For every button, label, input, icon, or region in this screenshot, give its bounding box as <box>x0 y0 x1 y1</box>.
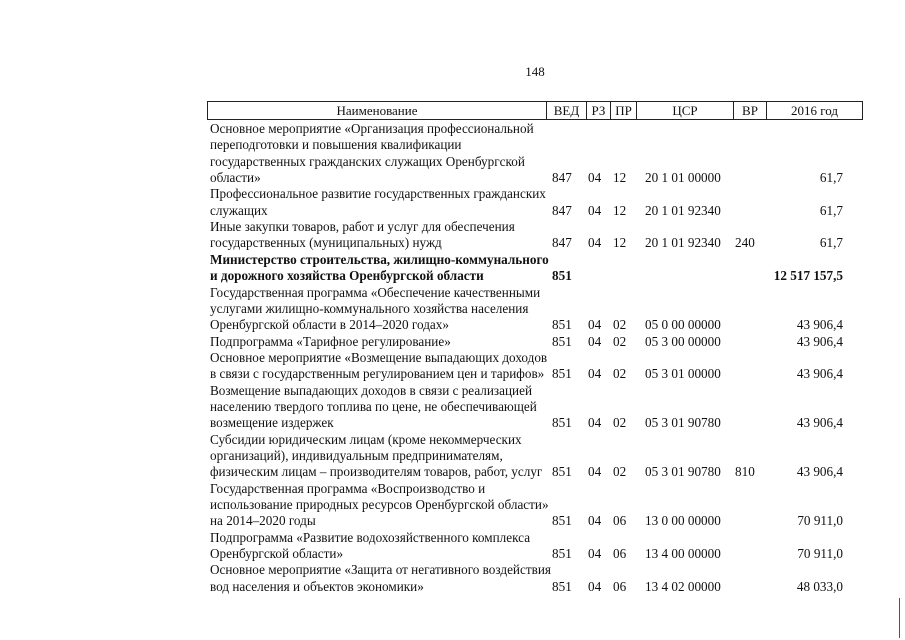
csr-cell: 05 3 00 00000 <box>645 333 721 349</box>
vr-cell <box>735 415 757 431</box>
row-text-line: государственных гражданских служащих Оренбургской <box>210 153 525 169</box>
csr-cell: 20 1 01 92340 <box>645 202 721 218</box>
row-text-line: Иные закупки товаров, работ и услуг для обеспечения <box>210 219 515 235</box>
rz-cell: 04 <box>588 578 602 594</box>
row-text-line: Министерство строительства, жилищно-коммунального <box>210 251 549 267</box>
rz-cell: 04 <box>588 235 602 251</box>
rz-cell <box>588 268 606 284</box>
csr-cell: 20 1 01 92340 <box>645 235 721 251</box>
header-ved: ВЕД <box>547 102 587 119</box>
pr-cell: 02 <box>613 415 627 431</box>
row-text-line: государственных (муниципальных) нужд <box>210 235 442 251</box>
vr-cell <box>735 317 757 333</box>
row-text-line: возмещение издержек <box>210 415 334 431</box>
csr-cell: 05 3 01 00000 <box>645 366 721 382</box>
amount-cell: 43 906,4 <box>796 317 843 333</box>
vr-cell: 810 <box>735 464 755 480</box>
amount-cell: 48 033,0 <box>796 578 843 594</box>
row-text-line: переподготовки и повышения квалификации <box>210 137 462 153</box>
ved-cell: 847 <box>552 202 572 218</box>
amount-cell: 61,7 <box>819 202 843 218</box>
csr-cell: 20 1 01 00000 <box>645 170 721 186</box>
ved-cell: 851 <box>552 317 572 333</box>
pr-cell: 02 <box>613 317 627 333</box>
amount-cell: 43 906,4 <box>796 333 843 349</box>
row-text-line: Оренбургской области» <box>210 546 344 562</box>
vr-cell: 240 <box>735 235 755 251</box>
row-text-line: услугами жилищно-коммунального хозяйства населения <box>210 300 529 316</box>
header-rz: РЗ <box>587 102 611 119</box>
row-text-line: Основное мероприятие «Защита от негативного воздействия <box>210 562 551 578</box>
pr-cell: 06 <box>613 546 627 562</box>
row-text-line: физическим лицам – производителям товаров, работ, услуг <box>210 464 543 480</box>
ved-cell: 851 <box>552 366 572 382</box>
header-vr: ВР <box>734 102 767 119</box>
ved-cell: 847 <box>552 170 572 186</box>
header-csr: ЦСР <box>637 102 734 119</box>
ved-cell: 851 <box>552 578 572 594</box>
amount-cell: 70 911,0 <box>797 546 843 562</box>
vr-cell <box>735 268 757 284</box>
header-pr: ПР <box>611 102 637 119</box>
ved-cell: 851 <box>552 546 572 562</box>
row-text-line: Возмещение выпадающих доходов в связи с реализацией <box>210 382 533 398</box>
pr-cell: 02 <box>613 366 627 382</box>
amount-cell: 43 906,4 <box>796 366 843 382</box>
row-text-line: Оренбургской области в 2014–2020 годах» <box>210 317 449 333</box>
pr-cell: 12 <box>613 235 627 251</box>
page-number: 148 <box>525 64 545 79</box>
amount-cell: 61,7 <box>819 170 843 186</box>
pr-cell: 02 <box>613 333 627 349</box>
vr-cell <box>735 203 757 219</box>
row-text-line: в связи с государственным регулированием цен и тарифов» <box>210 366 545 382</box>
row-text-line: Подпрограмма «Развитие водохозяйственного комплекса <box>210 529 531 545</box>
pr-cell: 12 <box>613 202 627 218</box>
csr-cell: 05 0 00 00000 <box>645 317 721 333</box>
row-text-line: организаций), индивидуальным предпринимателям, <box>210 448 503 463</box>
csr-cell <box>645 268 735 284</box>
vr-cell <box>735 170 757 186</box>
header-year: 2016 год <box>791 103 838 118</box>
row-text-line: населению твердого топлива по цене, не обеспечивающей <box>210 398 537 414</box>
row-text-line: использование природных ресурсов Оренбургской области» <box>210 497 549 513</box>
csr-cell: 13 0 00 00000 <box>645 513 721 529</box>
row-text-line: на 2014–2020 годы <box>210 513 316 529</box>
rz-cell: 04 <box>588 170 602 186</box>
rz-cell: 04 <box>588 317 602 333</box>
pr-cell <box>613 268 631 284</box>
csr-cell: 13 4 00 00000 <box>645 546 721 562</box>
amount-cell: 12 517 157,5 <box>773 268 843 284</box>
ved-cell: 851 <box>552 464 572 480</box>
header-name: Наименование <box>208 102 547 119</box>
rz-cell: 04 <box>588 202 602 218</box>
pr-cell: 06 <box>613 578 627 594</box>
row-text-line: и дорожного хозяйства Оренбургской области <box>210 268 484 284</box>
vr-cell <box>735 513 757 529</box>
row-text-line: Государственная программа «Обеспечение качественными <box>210 284 541 300</box>
pr-cell: 02 <box>613 464 627 480</box>
amount-cell: 70 911,0 <box>797 513 843 529</box>
row-text-line: Подпрограмма «Тарифное регулирование» <box>210 333 451 349</box>
csr-cell: 05 3 01 90780 <box>645 415 721 431</box>
vr-cell <box>735 366 757 382</box>
vr-cell <box>735 579 757 595</box>
rz-cell: 04 <box>588 546 602 562</box>
pr-cell: 12 <box>613 170 627 186</box>
row-text-line: Государственная программа «Воспроизводство и <box>210 480 486 496</box>
ved-cell: 851 <box>552 513 572 529</box>
row-text-line: Субсидии юридическим лицам (кроме некоммерческих <box>210 431 522 447</box>
rz-cell: 04 <box>588 513 602 529</box>
csr-cell: 05 3 01 90780 <box>645 464 721 480</box>
ved-cell: 851 <box>552 333 572 349</box>
pr-cell: 06 <box>613 513 627 529</box>
csr-cell: 13 4 02 00000 <box>645 578 721 594</box>
rz-cell: 04 <box>588 333 602 349</box>
ved-cell: 851 <box>552 415 572 431</box>
rz-cell: 04 <box>588 415 602 431</box>
page-edge-line <box>899 598 900 638</box>
row-text-line: Основное мероприятие «Возмещение выпадающих доходов <box>210 349 548 365</box>
ved-cell: 847 <box>552 235 572 251</box>
amount-cell: 43 906,4 <box>796 415 843 431</box>
amount-cell: 61,7 <box>819 235 843 251</box>
row-text-line: Основное мероприятие «Организация профессиональной <box>210 121 534 136</box>
row-text-line: вод населения и объектов экономики» <box>210 578 424 594</box>
vr-cell <box>735 334 757 350</box>
rz-cell: 04 <box>588 366 602 382</box>
row-text-line: Профессиональное развитие государственных гражданских <box>210 186 546 202</box>
row-text-line: области» <box>210 170 261 186</box>
ved-cell: 851 <box>552 268 572 284</box>
rz-cell: 04 <box>588 464 602 480</box>
row-text-line: служащих <box>210 202 268 218</box>
amount-cell: 43 906,4 <box>796 464 843 480</box>
vr-cell <box>735 546 757 562</box>
